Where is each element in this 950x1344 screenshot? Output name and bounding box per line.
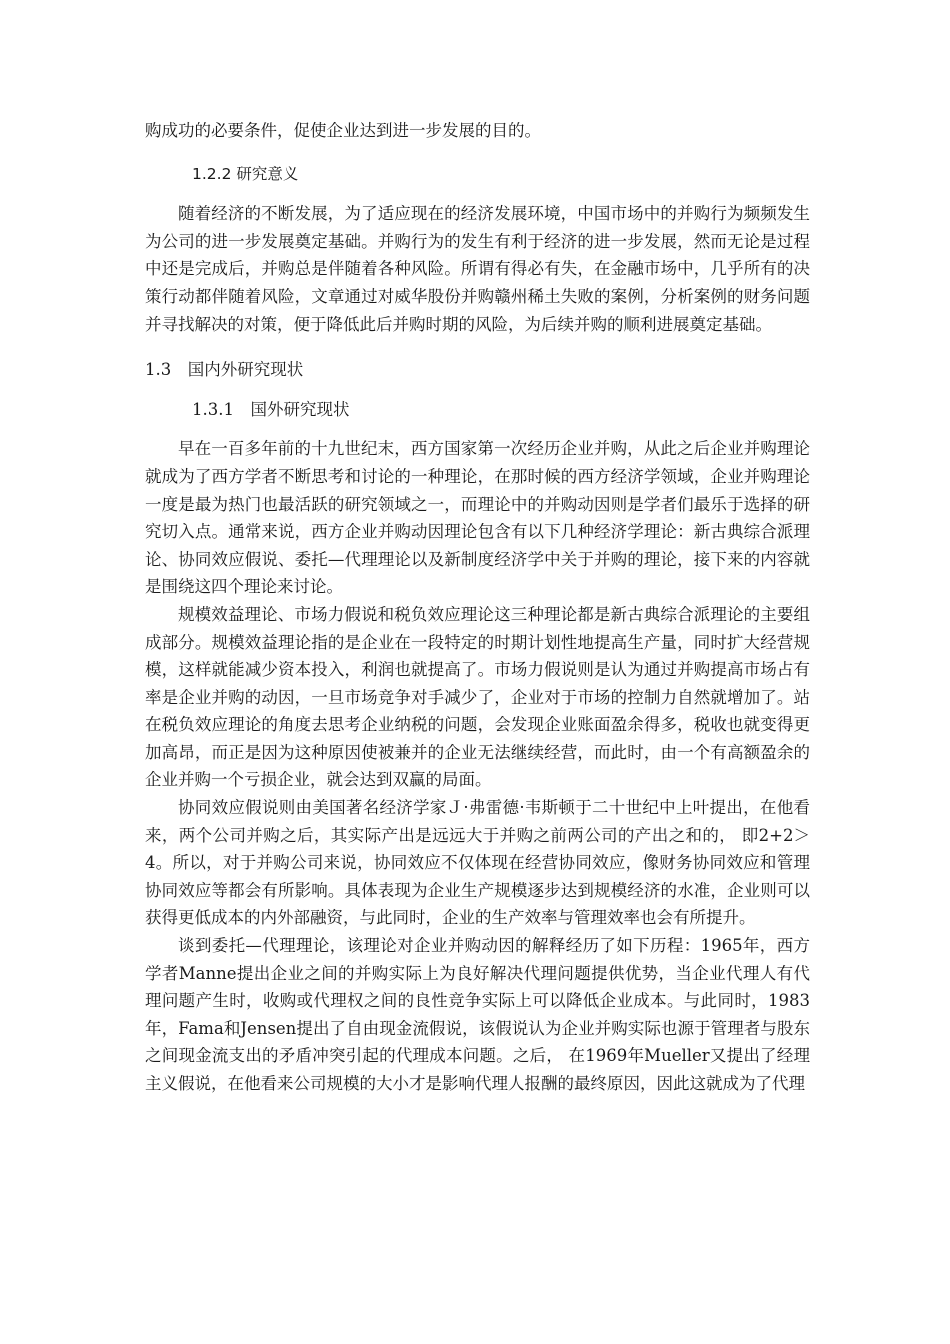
subsection-heading-1-3-1: 1.3.1 国外研究现状 xyxy=(192,399,350,419)
paragraph-continuation: 购成功的必要条件，促使企业达到进一步发展的目的。 xyxy=(145,121,541,140)
document-body xyxy=(145,117,810,1098)
section-heading-1-3: 1.3 国内外研究现状 xyxy=(145,360,304,380)
paragraph-synergy-hypothesis: 协同效应假说则由美国著名经济学家Ｊ·弗雷德·韦斯顿于二十世纪中上叶提出，在他看来，两个公司并购之后，其实际产出是远远大于并购之前两公司的产出之和的， 即2+2＞4。所以，对于并购公司来说，协同效应不仅体现在经营协同效应，像财务协同效应和管理协同效应等都会有所影响。具体表现为企业生产规模逐步达到规模经济的水准，企业则可以获得更低成本的内外部融资，与此同时，企业的生产效率与管理效率也会有所提升。 xyxy=(145,798,810,928)
paragraph-research-significance: 随着经济的不断发展，为了适应现在的经济发展环境，中国市场中的并购行为频频发生为公司的进一步发展奠定基础。并购行为的发生有利于经济的进一步发展，然而无论是过程中还是完成后，并购总是伴随着各种风险。所谓有得必有失，在金融市场中，几乎所有的决策行动都伴随着风险，文章通过对威华股份并购赣州稀土失败的案例，分析案例的财务问题并寻找解决的对策，便于降低此后并购时期的风险，为后续并购的顺利进展奠定基础。 xyxy=(145,204,810,334)
subsection-heading-1-2-2: 1.2.2 研究意义 xyxy=(192,164,299,183)
paragraph-foreign-research: 早在一百多年前的十九世纪末，西方国家第一次经历企业并购，从此之后企业并购理论就成为了西方学者不断思考和讨论的一种理论，在那时候的西方经济学领域，企业并购理论一度是最为热门也最活跃的研究领域之一，而理论中的并购动因则是学者们最乐于选择的研究切入点。通常来说，西方企业并购动因理论包含有以下几种经济学理论：新古典综合派理论、协同效应假说、委托—代理理论以及新制度经济学中关于并购的理论，接下来的内容就是围绕这四个理论来讨论。 xyxy=(145,439,810,597)
paragraph-neoclassical-theory: 规模效益理论、市场力假说和税负效应理论这三种理论都是新古典综合派理论的主要组成部分。规模效益理论指的是企业在一段特定的时期计划性地提高生产量，同时扩大经营规模，这样就能减少资本投入，利润也就提高了。市场力假说则是认为通过并购提高市场占有率是企业并购的动因，一旦市场竞争对手减少了，企业对于市场的控制力自然就增加了。站在税负效应理论的角度去思考企业纳税的问题，会发现企业账面盈余得多，税收也就变得更加高昂，而正是因为这种原因使被兼并的企业无法继续经营，而此时，由一个有高额盈余的企业并购一个亏损企业，就会达到双赢的局面。 xyxy=(145,604,810,790)
paragraph-agency-theory: 谈到委托—代理理论，该理论对企业并购动因的解释经历了如下历程：1965年，西方学者Manne提出企业之间的并购实际上为良好解决代理问题提供优势，当企业代理人有代理问题产生时，收购或代理权之间的良性竞争实际上可以降低企业成本。与此同时，1983年，Fama和Jensen提出了自由现金流假说，该假说认为企业并购实际也源于管理者与股东之间现金流支出的矛盾冲突引起的代理成本问题。之后， 在1969年Mueller又提出了经理主义假说，在他看来公司规模的大小才是影响代理人报酬的最终原因，因此这就成为了代理 xyxy=(145,936,810,1093)
